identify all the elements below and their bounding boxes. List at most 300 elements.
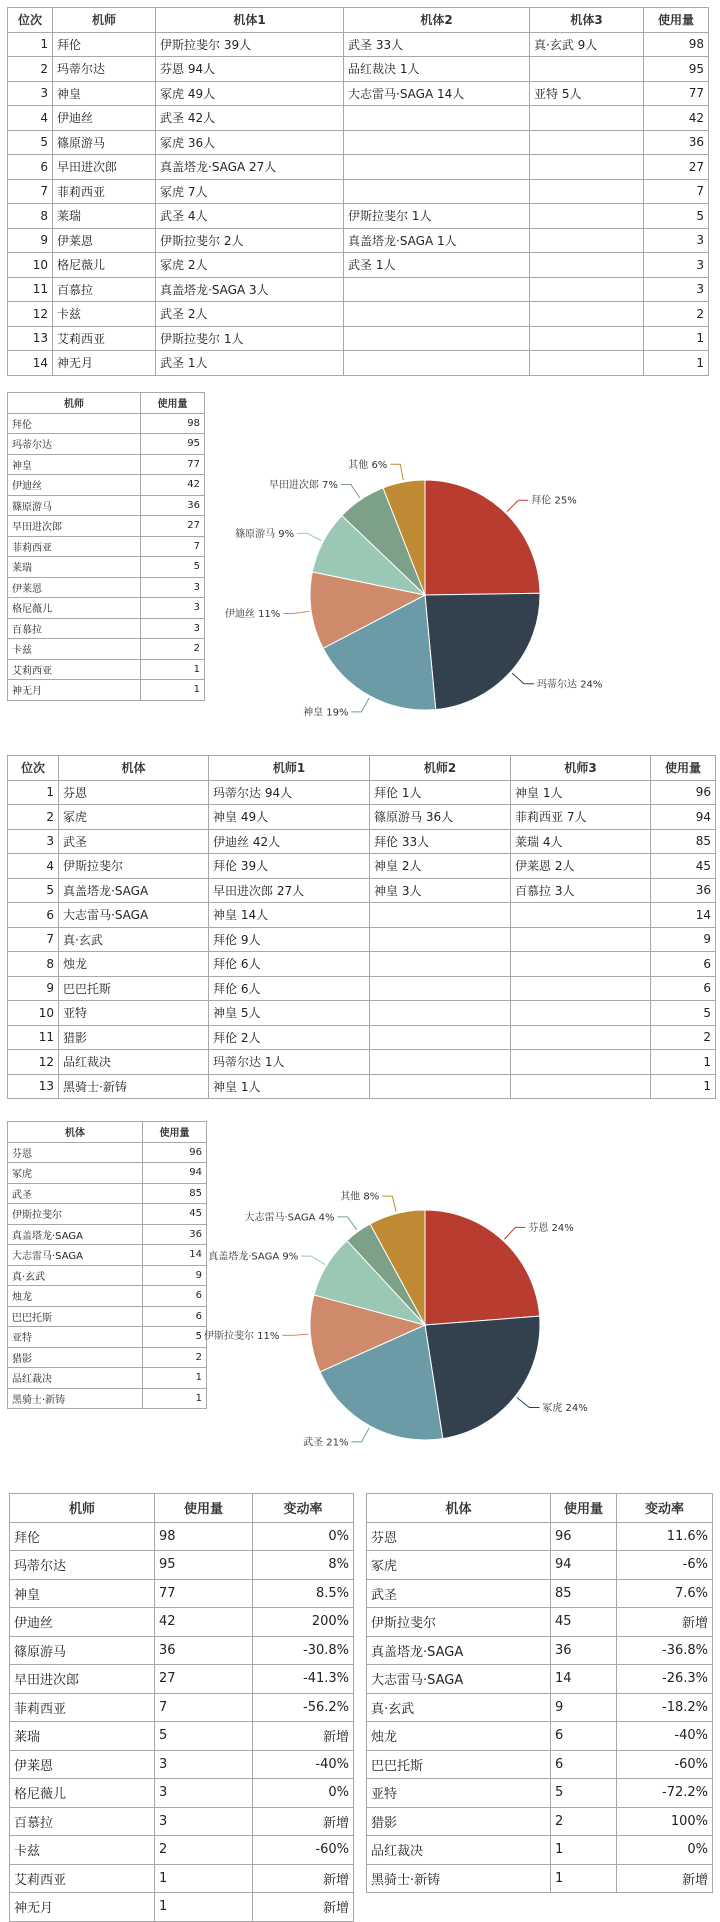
table-cell: 8 xyxy=(8,204,53,229)
table-cell: 3 xyxy=(141,598,205,619)
table-row xyxy=(10,1750,354,1779)
table-row xyxy=(367,1864,713,1893)
table-cell: -30.8% xyxy=(253,1636,354,1665)
table-cell: 神皇 xyxy=(53,81,156,106)
table-cell: -41.3% xyxy=(253,1665,354,1694)
table-cell: 2 xyxy=(651,1025,716,1050)
table-row xyxy=(8,1001,716,1026)
table-cell: 27 xyxy=(644,155,709,180)
table-cell: 伊莱恩 xyxy=(10,1750,155,1779)
pie-slice-label: 伊斯拉斐尔 11% xyxy=(203,1330,280,1342)
table-cell xyxy=(344,106,530,131)
table-header-row xyxy=(367,1494,713,1523)
table-cell: 13 xyxy=(8,326,53,351)
table-cell xyxy=(511,1001,651,1026)
table-cell: 1 xyxy=(143,1368,207,1389)
table-cell: 3 xyxy=(155,1750,253,1779)
table-cell: 玛蒂尔达 xyxy=(10,1551,155,1580)
table-cell: 1 xyxy=(141,659,205,680)
table-cell: 芬恩 xyxy=(59,780,209,805)
table-cell: 新增 xyxy=(617,1608,713,1637)
table-cell: 6 xyxy=(551,1722,617,1751)
table-cell: 3 xyxy=(8,81,53,106)
table-cell: 大志雷马·SAGA xyxy=(367,1665,551,1694)
pilots-ranking-table xyxy=(7,7,709,376)
table-cell: 11 xyxy=(8,277,53,302)
pie-leader-line xyxy=(283,611,309,613)
column-header: 机体 xyxy=(367,1494,551,1523)
table-cell: 篠原游马 xyxy=(8,495,141,516)
table-cell xyxy=(344,179,530,204)
table-cell: 伊斯拉斐尔 1人 xyxy=(156,326,344,351)
table-row xyxy=(367,1579,713,1608)
table-cell: 拜伦 1人 xyxy=(370,780,511,805)
table-cell: 烛龙 xyxy=(367,1722,551,1751)
table-row xyxy=(8,903,716,928)
table-cell: 5 xyxy=(141,557,205,578)
table-cell: 1 xyxy=(8,32,53,57)
table-row xyxy=(8,927,716,952)
table-cell: 真盖塔龙·SAGA 27人 xyxy=(156,155,344,180)
pie-leader-line xyxy=(504,1227,525,1239)
table-cell xyxy=(370,1074,511,1099)
table-row xyxy=(367,1836,713,1865)
table-cell xyxy=(511,927,651,952)
pie-leader-line xyxy=(390,464,403,480)
table-cell: 品红裁决 xyxy=(8,1368,143,1389)
table-cell: 烛龙 xyxy=(8,1286,143,1307)
table-cell: 艾莉西亚 xyxy=(8,659,141,680)
table-cell: 0% xyxy=(617,1836,713,1865)
table-cell: 新增 xyxy=(253,1807,354,1836)
table-row xyxy=(10,1864,354,1893)
table-cell: 莱瑞 xyxy=(53,204,156,229)
table-cell xyxy=(370,903,511,928)
column-header: 机师 xyxy=(10,1494,155,1523)
table-cell: 1 xyxy=(651,1074,716,1099)
table-cell: 36 xyxy=(644,130,709,155)
column-header: 机体1 xyxy=(156,8,344,33)
table-cell: 黑骑士·新铸 xyxy=(367,1864,551,1893)
table-cell xyxy=(530,351,644,376)
table-cell: 格尼薇儿 xyxy=(8,598,141,619)
table-cell: 神无月 xyxy=(10,1893,155,1922)
table-row xyxy=(8,253,709,278)
table-cell: 艾莉西亚 xyxy=(53,326,156,351)
table-cell: 36 xyxy=(155,1636,253,1665)
table-row xyxy=(10,1722,354,1751)
table-row xyxy=(367,1722,713,1751)
table-cell: 98 xyxy=(141,413,205,434)
table-cell xyxy=(370,1025,511,1050)
table-cell: 亚特 xyxy=(367,1779,551,1808)
table-cell: 拜伦 6人 xyxy=(209,952,370,977)
table-cell: 真·玄武 xyxy=(8,1265,143,1286)
table-cell xyxy=(344,351,530,376)
table-cell: 篠原游马 xyxy=(10,1636,155,1665)
pie-slice-label: 其他 6% xyxy=(348,459,388,471)
table-cell: 100% xyxy=(617,1807,713,1836)
table-cell: 11 xyxy=(8,1025,59,1050)
table-cell: 拜伦 6人 xyxy=(209,976,370,1001)
table-row xyxy=(8,130,709,155)
table-cell: 拜伦 xyxy=(10,1522,155,1551)
table-cell: 42 xyxy=(644,106,709,131)
table-cell: -26.3% xyxy=(617,1665,713,1694)
table-cell xyxy=(530,277,644,302)
table-cell: 0% xyxy=(253,1779,354,1808)
column-header: 位次 xyxy=(8,8,53,33)
table-cell: 猎影 xyxy=(8,1347,143,1368)
table-cell xyxy=(530,204,644,229)
table-cell: 1 xyxy=(155,1893,253,1922)
table-cell: 卡兹 xyxy=(10,1836,155,1865)
table-cell: 14 xyxy=(651,903,716,928)
table-row xyxy=(10,1636,354,1665)
pie-leader-line xyxy=(382,1196,396,1212)
table-cell: 神皇 xyxy=(10,1579,155,1608)
table-row xyxy=(8,204,709,229)
table-cell: -6% xyxy=(617,1551,713,1580)
table-row xyxy=(8,179,709,204)
table-cell: 36 xyxy=(143,1224,207,1245)
table-row xyxy=(8,805,716,830)
table-cell: 新增 xyxy=(617,1864,713,1893)
pie-leader-line xyxy=(512,673,534,684)
table-cell: 1 xyxy=(141,680,205,701)
table-cell: 莱瑞 xyxy=(10,1722,155,1751)
table-cell: 神皇 3人 xyxy=(370,878,511,903)
table-cell: 10 xyxy=(8,1001,59,1026)
table-row xyxy=(10,1779,354,1808)
pie-slice-label: 真盖塔龙·SAGA 9% xyxy=(208,1251,299,1263)
mechs-pie-chart xyxy=(0,1140,720,1500)
table-cell: 1 xyxy=(644,326,709,351)
table-cell: 伊莱恩 2人 xyxy=(511,854,651,879)
table-cell: 200% xyxy=(253,1608,354,1637)
table-cell: 拜伦 39人 xyxy=(209,854,370,879)
table-cell xyxy=(530,326,644,351)
table-cell: 菲莉西亚 xyxy=(8,536,141,557)
table-cell: 4 xyxy=(8,106,53,131)
table-cell: 36 xyxy=(651,878,716,903)
table-cell: 10 xyxy=(8,253,53,278)
table-cell: 真盖塔龙·SAGA 3人 xyxy=(156,277,344,302)
table-cell: -36.8% xyxy=(617,1636,713,1665)
table-cell: 5 xyxy=(651,1001,716,1026)
table-cell: 冢虎 2人 xyxy=(156,253,344,278)
table-cell: 2 xyxy=(143,1347,207,1368)
table-cell: 0% xyxy=(253,1522,354,1551)
table-cell: 6 xyxy=(651,976,716,1001)
table-cell: 神皇 xyxy=(8,454,141,475)
table-cell xyxy=(530,130,644,155)
pie-leader-line xyxy=(517,1398,540,1408)
table-cell xyxy=(511,976,651,1001)
table-cell: 烛龙 xyxy=(59,952,209,977)
pie-slice-label: 拜伦 25% xyxy=(531,495,577,507)
table-cell: 7 xyxy=(8,179,53,204)
table-cell: 篠原游马 36人 xyxy=(370,805,511,830)
table-cell: 巴巴托斯 xyxy=(367,1750,551,1779)
table-cell: 1 xyxy=(644,351,709,376)
table-header-row xyxy=(10,1494,354,1523)
table-cell xyxy=(511,952,651,977)
table-cell: 早田进次郎 xyxy=(53,155,156,180)
pie-slice-label: 其他 8% xyxy=(340,1191,380,1203)
column-header: 机师1 xyxy=(209,756,370,781)
table-cell: 神皇 49人 xyxy=(209,805,370,830)
table-cell: 5 xyxy=(644,204,709,229)
table-cell: 36 xyxy=(551,1636,617,1665)
table-cell: 新增 xyxy=(253,1893,354,1922)
pie-leader-line xyxy=(337,1217,356,1230)
table-row xyxy=(8,1050,716,1075)
column-header: 使用量 xyxy=(141,393,205,414)
column-header: 使用量 xyxy=(551,1494,617,1523)
table-cell: 卡兹 xyxy=(8,639,141,660)
table-cell: 卡兹 xyxy=(53,302,156,327)
table-cell: 7.6% xyxy=(617,1579,713,1608)
pie-slice-label: 玛蒂尔达 24% xyxy=(537,679,603,691)
table-cell: 武圣 1人 xyxy=(156,351,344,376)
table-cell: 42 xyxy=(155,1608,253,1637)
table-cell: 伊斯拉斐尔 xyxy=(59,854,209,879)
table-cell: 85 xyxy=(551,1579,617,1608)
table-cell: -40% xyxy=(617,1722,713,1751)
table-cell: 亚特 xyxy=(8,1327,143,1348)
table-cell: 1 xyxy=(551,1836,617,1865)
table-cell: 亚特 xyxy=(59,1001,209,1026)
table-cell: 85 xyxy=(651,829,716,854)
table-cell: 冢虎 xyxy=(8,1163,143,1184)
column-header: 机体2 xyxy=(344,8,530,33)
table-cell: 1 xyxy=(143,1388,207,1409)
table-cell xyxy=(370,927,511,952)
pie-slice-label: 武圣 21% xyxy=(303,1437,349,1449)
table-row xyxy=(367,1608,713,1637)
column-header: 使用量 xyxy=(155,1494,253,1523)
table-cell: 玛蒂尔达 94人 xyxy=(209,780,370,805)
table-row xyxy=(10,1807,354,1836)
table-cell: 大志雷马·SAGA xyxy=(8,1245,143,1266)
pie-slice-label: 早田进次郎 7% xyxy=(268,480,338,492)
table-row xyxy=(10,1836,354,1865)
table-cell: 芬恩 xyxy=(8,1142,143,1163)
table-cell: 7 xyxy=(141,536,205,557)
table-cell: 伊斯拉斐尔 xyxy=(8,1204,143,1225)
table-cell: 7 xyxy=(8,927,59,952)
table-cell: -40% xyxy=(253,1750,354,1779)
table-row xyxy=(367,1665,713,1694)
table-cell: 篠原游马 xyxy=(53,130,156,155)
table-cell xyxy=(370,1001,511,1026)
pie-leader-line xyxy=(297,533,321,540)
pie-leader-line xyxy=(282,1334,308,1335)
table-cell: 芬恩 xyxy=(367,1522,551,1551)
table-cell xyxy=(511,1025,651,1050)
table-cell: 伊莱恩 xyxy=(8,577,141,598)
table-cell: 伊迪丝 xyxy=(53,106,156,131)
column-header: 变动率 xyxy=(253,1494,354,1523)
table-cell xyxy=(511,1050,651,1075)
table-cell: 1 xyxy=(155,1864,253,1893)
table-cell xyxy=(511,903,651,928)
table-cell: 武圣 2人 xyxy=(156,302,344,327)
table-row xyxy=(8,878,716,903)
table-row xyxy=(8,1074,716,1099)
table-cell: 5 xyxy=(8,878,59,903)
table-cell: 6 xyxy=(651,952,716,977)
column-header: 机师2 xyxy=(370,756,511,781)
table-row xyxy=(10,1551,354,1580)
table-cell: 武圣 xyxy=(367,1579,551,1608)
table-cell: -60% xyxy=(253,1836,354,1865)
table-row xyxy=(8,228,709,253)
table-cell: 伊莱恩 xyxy=(53,228,156,253)
table-cell: 14 xyxy=(551,1665,617,1694)
table-cell: 品红裁决 xyxy=(59,1050,209,1075)
table-cell: 黑骑士·新铸 xyxy=(8,1388,143,1409)
table-cell: 2 xyxy=(8,805,59,830)
table-cell: 7 xyxy=(155,1693,253,1722)
table-cell: 冢虎 49人 xyxy=(156,81,344,106)
table-cell: 9 xyxy=(8,228,53,253)
table-cell: 3 xyxy=(141,577,205,598)
pie-slice xyxy=(425,593,540,709)
table-cell xyxy=(370,1050,511,1075)
table-cell: 品红裁决 xyxy=(367,1836,551,1865)
table-cell: 1 xyxy=(551,1864,617,1893)
table-cell xyxy=(530,253,644,278)
table-cell: 真·玄武 9人 xyxy=(530,32,644,57)
table-cell: 菲莉西亚 xyxy=(10,1693,155,1722)
table-cell: 冢虎 36人 xyxy=(156,130,344,155)
table-cell: 3 xyxy=(8,829,59,854)
column-header: 机师 xyxy=(8,393,141,414)
table-row xyxy=(8,976,716,1001)
table-cell: 6 xyxy=(8,155,53,180)
table-cell: 13 xyxy=(8,1074,59,1099)
table-cell: 武圣 xyxy=(8,1183,143,1204)
table-cell: 1 xyxy=(8,780,59,805)
table-cell: 77 xyxy=(155,1579,253,1608)
table-row xyxy=(8,1025,716,1050)
table-cell: 77 xyxy=(644,81,709,106)
table-header-row xyxy=(8,1122,207,1143)
table-row xyxy=(10,1665,354,1694)
pie-leader-line xyxy=(341,485,360,498)
table-cell: 百慕拉 xyxy=(10,1807,155,1836)
column-header: 位次 xyxy=(8,756,59,781)
pie-leader-line xyxy=(352,698,370,712)
table-row xyxy=(10,1522,354,1551)
table-cell: 亚特 5人 xyxy=(530,81,644,106)
table-row xyxy=(10,1579,354,1608)
table-cell: 12 xyxy=(8,302,53,327)
table-cell: 27 xyxy=(141,516,205,537)
table-row xyxy=(367,1551,713,1580)
table-cell: 武圣 xyxy=(59,829,209,854)
table-cell: 早田进次郎 27人 xyxy=(209,878,370,903)
table-row xyxy=(8,326,709,351)
column-header: 使用量 xyxy=(651,756,716,781)
table-cell: 武圣 4人 xyxy=(156,204,344,229)
table-row xyxy=(8,106,709,131)
table-cell xyxy=(344,277,530,302)
table-cell: 伊迪丝 42人 xyxy=(209,829,370,854)
table-cell xyxy=(511,1074,651,1099)
table-cell: 96 xyxy=(651,780,716,805)
table-cell: 百慕拉 xyxy=(8,618,141,639)
table-row xyxy=(8,302,709,327)
column-header: 机师3 xyxy=(511,756,651,781)
table-cell: 96 xyxy=(551,1522,617,1551)
column-header: 机体3 xyxy=(530,8,644,33)
table-cell: 7 xyxy=(644,179,709,204)
table-cell: 新增 xyxy=(253,1722,354,1751)
table-cell xyxy=(530,302,644,327)
table-cell: 85 xyxy=(143,1183,207,1204)
table-cell xyxy=(530,179,644,204)
pie-leader-line xyxy=(352,1428,370,1442)
column-header: 机体 xyxy=(8,1122,143,1143)
table-cell: 94 xyxy=(143,1163,207,1184)
table-cell: 伊斯拉斐尔 1人 xyxy=(344,204,530,229)
table-cell: 早田进次郎 xyxy=(10,1665,155,1694)
table-cell: 莱瑞 4人 xyxy=(511,829,651,854)
table-cell: 3 xyxy=(155,1779,253,1808)
table-cell: 6 xyxy=(143,1286,207,1307)
table-cell: 14 xyxy=(143,1245,207,1266)
table-cell: 拜伦 2人 xyxy=(209,1025,370,1050)
table-cell: 神无月 xyxy=(8,680,141,701)
table-cell: 5 xyxy=(155,1722,253,1751)
table-cell: 12 xyxy=(8,1050,59,1075)
table-cell: 巴巴托斯 xyxy=(59,976,209,1001)
table-cell: 神皇 1人 xyxy=(209,1074,370,1099)
pie-slice-label: 大志雷马·SAGA 4% xyxy=(244,1212,335,1224)
table-header-row xyxy=(8,8,709,33)
table-cell: 拜伦 33人 xyxy=(370,829,511,854)
table-cell: 莱瑞 xyxy=(8,557,141,578)
table-cell: 菲莉西亚 xyxy=(53,179,156,204)
mechs-change-rate-table xyxy=(366,1493,713,1893)
pie-slice-label: 伊迪丝 11% xyxy=(224,609,281,621)
table-cell: 2 xyxy=(155,1836,253,1865)
table-row xyxy=(367,1807,713,1836)
table-cell: 真·玄武 xyxy=(367,1693,551,1722)
table-cell: 拜伦 xyxy=(53,32,156,57)
column-header: 使用量 xyxy=(644,8,709,33)
table-row xyxy=(8,780,716,805)
table-cell: -56.2% xyxy=(253,1693,354,1722)
table-cell: 6 xyxy=(143,1306,207,1327)
table-cell: 芬恩 94人 xyxy=(156,57,344,82)
table-cell: 3 xyxy=(141,618,205,639)
pie-slice xyxy=(425,1316,540,1439)
table-row xyxy=(367,1779,713,1808)
table-cell: 黑骑士·新铸 xyxy=(59,1074,209,1099)
table-cell: 8 xyxy=(8,952,59,977)
table-cell: 伊迪丝 xyxy=(10,1608,155,1637)
table-cell: 5 xyxy=(551,1779,617,1808)
table-cell: 94 xyxy=(651,805,716,830)
table-cell: 大志雷马·SAGA xyxy=(59,903,209,928)
pie-slice-label: 神皇 19% xyxy=(303,707,349,719)
table-cell: 新增 xyxy=(253,1864,354,1893)
column-header: 机师 xyxy=(53,8,156,33)
